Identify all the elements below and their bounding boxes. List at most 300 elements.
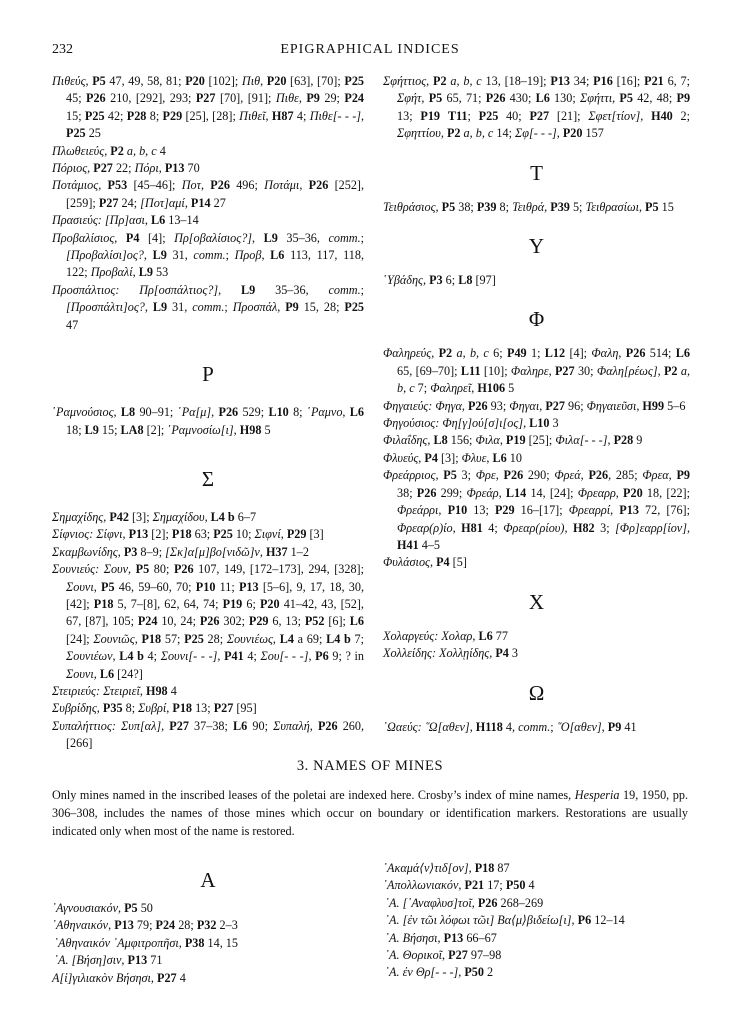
entry-text: a 69; [293, 631, 327, 646]
entry-text: , [144, 213, 151, 228]
inscription-ref: H41 [397, 537, 419, 552]
attested-form: Πιθε [275, 91, 299, 106]
inscription-ref: L6 [233, 718, 248, 733]
inscription-ref: P18 [474, 861, 495, 875]
attested-form: Σφήττι [579, 91, 613, 106]
entry-text: , [252, 230, 264, 245]
entry-headword: Σφήττιος, [383, 74, 434, 88]
entry-text: , [299, 178, 309, 193]
inscription-ref: P26 [588, 468, 609, 483]
entry-text: [16]; [612, 74, 645, 88]
inscription-ref: P25 [213, 527, 233, 542]
inscription-ref: P24 [137, 614, 158, 629]
inscription-ref: P26 [477, 895, 498, 910]
attested-form: [Προσπάλτι]ος? [66, 300, 145, 315]
inscription-ref: P20 [185, 74, 205, 88]
entry-text: , [495, 468, 504, 483]
entry-text: [4]; [139, 230, 175, 245]
inscription-ref: P9 [306, 91, 320, 106]
index-entry [52, 970, 364, 987]
entry-text: 8; [496, 199, 513, 214]
index-letter-heading: Τ [530, 160, 543, 185]
attested-form: Σίφνι [96, 527, 123, 542]
entry-text: 35–36, [277, 230, 329, 245]
section-intro [52, 786, 688, 840]
attested-form: comm. [192, 300, 225, 315]
attested-form: Φηγαι [509, 398, 540, 413]
entry-text: 79; [133, 918, 156, 933]
inscription-ref: P9 [285, 300, 299, 315]
entry-text: , [638, 199, 646, 214]
attested-form: Χολαρ [441, 628, 473, 643]
inscription-ref: P27 [529, 108, 550, 123]
entry-text: 63; [191, 527, 214, 542]
entry-text: Only mines named in the inscribed leases of the poletai are indexed here. Crosby’s index of mine names, [52, 788, 575, 802]
entry-text: 41 [621, 719, 637, 734]
entry-text: 2; [672, 108, 691, 123]
attested-form: Προβ [234, 248, 262, 263]
inscription-ref: L6 [478, 628, 493, 643]
entry-headword: Φλυεύς, [383, 450, 425, 465]
entry-text: 16–[17]; [514, 503, 569, 518]
attested-form: Φαληρε [510, 363, 549, 378]
attested-form: Hesperia [574, 788, 620, 802]
entry-text: , [272, 631, 280, 646]
entry-headword: Φρεάρριος, [383, 468, 444, 483]
entry-text: 8; [288, 405, 307, 420]
running-title: EPIGRAPHICAL INDICES [280, 42, 460, 57]
entry-text: 97–98 [467, 948, 502, 963]
index-entry [383, 272, 690, 289]
attested-form: Φρεαρ(ρ)ίο [397, 520, 453, 535]
inscription-ref: P28 [613, 433, 634, 448]
index-entry [52, 544, 364, 561]
entry-text: 13–14 [165, 213, 199, 228]
inscription-ref: P52 [304, 614, 325, 629]
entry-text: , [615, 485, 624, 500]
entry-text: 28; [175, 918, 197, 933]
inscription-ref: P42 [109, 509, 129, 524]
entry-headword: ῾Ραμνούσιος, [52, 405, 121, 420]
inscription-ref: L8 [433, 433, 448, 448]
inscription-ref: P4 [495, 646, 509, 661]
attested-form: Φρεά [554, 468, 581, 483]
entry-text: 157 [582, 126, 604, 141]
entry-headword: ᾿Α. ἐν Θρ[- - -], [385, 965, 465, 980]
inscription-ref: P25 [84, 108, 105, 123]
entry-text: ; [360, 230, 365, 245]
index-entry [52, 230, 364, 282]
attested-form: Σουνιέως [226, 631, 273, 646]
entry-text: 70 [184, 161, 200, 176]
entry-text: , [601, 719, 608, 734]
inscription-ref: P2 [663, 363, 678, 378]
inscription-ref: P27 [448, 948, 468, 963]
inscription-ref: P21 [464, 878, 485, 893]
entry-text: [2]; [143, 422, 168, 437]
entry-headword: ᾿Α. [᾿Αναφλυσ]τοῖ, [385, 895, 478, 910]
entry-text: 27 [210, 195, 226, 210]
entry-text: 47 [66, 317, 79, 332]
entry-text: 4; [293, 108, 310, 123]
entry-text: 71 [147, 953, 163, 968]
attested-form: Προσπάλ [232, 300, 278, 315]
inscription-ref: P20 [266, 74, 287, 88]
entry-text: 15, 28; [298, 300, 345, 315]
inscription-ref: P49 [507, 346, 527, 361]
mines-column-left [52, 868, 364, 987]
inscription-ref: L6 [675, 346, 691, 361]
entry-text: 25 [85, 126, 101, 141]
entry-text: , [128, 562, 136, 577]
inscription-ref: L6 [349, 405, 365, 420]
entry-text: , [112, 649, 120, 664]
entry-text: [21]; [549, 108, 589, 123]
entry-headword: Πρασιεύς: [52, 213, 105, 228]
inscription-ref: P27 [195, 91, 216, 106]
page-number: 232 [52, 42, 73, 57]
inscription-ref: H37 [265, 544, 288, 559]
entry-text: , [640, 108, 652, 123]
entry-text: , [612, 91, 620, 106]
attested-form: Φη[γ]ού[σ]ι[ος] [442, 416, 524, 431]
index-entry [383, 450, 690, 467]
inscription-ref: P27 [554, 363, 575, 378]
entry-text: , [218, 282, 242, 297]
entry-headword: ᾿Αγνουσιακόν, [52, 901, 125, 915]
entry-text: , [200, 178, 211, 193]
attested-form: Σουνι [66, 579, 94, 594]
entry-text: 8–9; [137, 544, 166, 559]
attested-form: comm. [518, 719, 551, 734]
inscription-ref: L9 [138, 265, 153, 280]
entry-text: , [93, 579, 102, 594]
inscription-ref: P2 [446, 126, 461, 141]
attested-form: [Πρ]ασι [104, 213, 145, 228]
entry-text: 93; [487, 398, 510, 413]
inscription-ref: P28 [126, 108, 147, 123]
index-entry [52, 700, 364, 717]
entry-text: 4; [143, 649, 161, 664]
inscription-ref: L6 [492, 450, 507, 465]
attested-form: ῾Ραμνο [306, 405, 343, 420]
entry-text: , [134, 631, 142, 646]
inscription-ref: H106 [477, 381, 506, 396]
attested-form: a, b, c [463, 126, 494, 141]
entry-text: 87 [494, 861, 510, 875]
attested-form: ῾Ρα[μ] [177, 405, 212, 420]
entry-text: 299; [436, 485, 467, 500]
entry-text: , [486, 450, 493, 465]
inscription-ref: H81 [461, 520, 483, 535]
index-subentry [383, 912, 690, 929]
entry-text: , [217, 649, 225, 664]
entry-text: , [498, 485, 506, 500]
entry-text: [3]; [437, 450, 462, 465]
entry-text: 31, [166, 248, 194, 263]
entry-text: 514; [645, 346, 676, 361]
entry-text: , [139, 683, 146, 698]
inscription-ref: P4 [125, 230, 140, 245]
entry-text: , [539, 398, 546, 413]
inscription-ref: L9 [241, 282, 256, 297]
entry-headword: Σημαχίδης, [52, 509, 110, 524]
inscription-ref: L11 [460, 363, 481, 378]
entry-text: 42; [104, 108, 127, 123]
entry-headword: Πλωθειεύς, [52, 143, 111, 158]
attested-form: [Φρ]εαρρ[ίον] [615, 520, 687, 535]
inscription-ref: P53 [107, 178, 128, 193]
entry-text: 4; [243, 649, 261, 664]
entry-text: , [421, 91, 429, 106]
attested-form: Σφ[- - -] [515, 126, 557, 141]
entry-text: [3]; [128, 509, 153, 524]
inscription-ref: L6 [99, 666, 115, 681]
inscription-ref: P18 [171, 527, 192, 542]
inscription-ref: L8 [120, 405, 136, 420]
inscription-ref: P25 [478, 108, 499, 123]
inscription-ref: L6 [535, 91, 550, 106]
entry-text: [102]; [204, 74, 242, 88]
inscription-ref: P21 [644, 74, 664, 88]
entry-text: 66–67 [463, 930, 497, 945]
entry-text: ; [225, 248, 235, 263]
attested-form: Τειθρασίωι [585, 199, 639, 214]
inscription-ref: P26 [210, 178, 230, 193]
inscription-ref: P13 [550, 74, 570, 88]
inscription-ref: P29 [286, 527, 307, 542]
inscription-ref: P32 [196, 918, 217, 933]
entry-headword: Φαληρεύς, [383, 346, 439, 361]
entry-text: 130; [549, 91, 580, 106]
entry-text: 302; [219, 614, 249, 629]
entry-text: [10]; [480, 363, 511, 378]
entry-text: , [618, 346, 626, 361]
inscription-ref: P20 [623, 485, 643, 500]
entry-text: [3] [306, 527, 324, 542]
entry-text: 14, 15 [204, 935, 238, 950]
inscription-ref: P19 [222, 596, 243, 611]
entry-text: 13; [192, 701, 214, 716]
entry-text: , [161, 718, 170, 733]
entry-text: , [93, 666, 100, 681]
inscription-ref: P10 [195, 579, 216, 594]
entry-text: , [668, 468, 677, 483]
entry-text: , [564, 520, 573, 535]
attested-form: Φρεαρρί [568, 503, 611, 518]
attested-form: Πρ[οβαλίσιος?] [174, 230, 253, 245]
attested-form: [Ποτ]αμί [140, 195, 185, 210]
entry-text: 29; [319, 91, 345, 106]
entry-text: 19, 1950, pp. 306–308, includes the names of those mines which occur on boundary or identification markers. Restorations are usually indicated only when most of the name is restored. [52, 788, 689, 838]
index-entry [383, 398, 690, 415]
inscription-ref: P26 [416, 485, 437, 500]
entry-headword: Σουνιεύς: [52, 562, 104, 577]
entry-text: 18, [22]; [642, 485, 691, 500]
entry-text: 72, [76]; [638, 503, 691, 518]
attested-form: comm. [328, 230, 361, 245]
inscription-ref: LA8 [120, 422, 144, 437]
inscription-ref: L10 [529, 416, 550, 431]
entry-text: ; [467, 108, 479, 123]
entry-text: , [607, 433, 614, 448]
attested-form: Σου[- - -] [260, 649, 309, 664]
entry-text: 7; [414, 381, 431, 396]
entry-text: 210, [292], 293; [105, 91, 196, 106]
entry-text: 5 [261, 422, 271, 437]
entry-text: 65, 71; [442, 91, 486, 106]
inscription-ref: P26 [467, 398, 488, 413]
attested-form: Σουνιέων [66, 649, 113, 664]
inscription-ref: L8 [458, 273, 473, 288]
entry-text: , [544, 199, 551, 214]
attested-form: Τειθρά [512, 199, 545, 214]
entry-text: , [158, 161, 165, 176]
entry-headword: ᾿Απολλωνιακόν, [383, 878, 465, 893]
entry-text: ; [550, 719, 557, 734]
index-entry [383, 345, 690, 397]
entry-text: 2 [484, 965, 494, 980]
entry-text: , [610, 503, 620, 518]
index-entry [52, 900, 364, 917]
attested-form: Φρεάρ [466, 485, 499, 500]
entry-text: 290; [523, 468, 555, 483]
inscription-ref: P19 [505, 433, 526, 448]
entry-text: 5 [505, 381, 515, 396]
entry-text: 14, [24]; [526, 485, 578, 500]
entry-text: , [556, 126, 563, 141]
entry-text: ; [360, 282, 365, 297]
inscription-ref: P50 [464, 965, 484, 980]
attested-form: comm. [328, 282, 361, 297]
entry-text: 6; [488, 346, 507, 361]
entry-text: 8; [146, 108, 163, 123]
inscription-ref: P25 [344, 74, 365, 88]
entry-text: 3 [549, 416, 559, 431]
inscription-ref: L14 [505, 485, 527, 500]
entry-text: 57; [161, 631, 185, 646]
entry-text: 4–5 [418, 537, 440, 552]
entry-headword: Φυλάσιος, [383, 555, 437, 570]
inscription-ref: P2 [110, 143, 124, 158]
inscription-ref: P26 [218, 405, 239, 420]
entry-text: 90–91; [135, 405, 178, 420]
entry-text: 4 [167, 683, 177, 698]
index-entry [52, 212, 364, 229]
inscription-ref: P27 [157, 970, 177, 985]
attested-form: a, b, c [456, 346, 489, 361]
inscription-ref: L9 [152, 300, 168, 315]
attested-form: Φρεαρ(ρίου) [503, 520, 565, 535]
entry-text: , [499, 433, 506, 448]
inscription-ref: P2 [438, 346, 453, 361]
inscription-ref: H82 [572, 520, 595, 535]
index-entry [383, 554, 690, 571]
inscription-ref: P9 [676, 91, 691, 106]
attested-form: Φρεα [642, 468, 669, 483]
entry-text: , [489, 646, 496, 661]
inscription-ref: P5 [135, 562, 150, 577]
index-entry [383, 628, 690, 645]
entry-headword: Φηγαιεύς: [383, 398, 436, 413]
inscription-ref: L9 [152, 248, 167, 263]
index-letter-heading: Υ [528, 234, 545, 259]
inscription-ref: P27 [93, 161, 113, 176]
entry-text: 4; [482, 520, 504, 535]
index-entry [383, 415, 690, 432]
inscription-ref: P5 [645, 199, 659, 214]
index-entry [383, 467, 690, 554]
entry-text: , [144, 300, 153, 315]
inscription-ref: P29 [162, 108, 183, 123]
entry-text: 4, [502, 719, 519, 734]
entry-text: 3 [508, 646, 519, 661]
entry-text: 3; [594, 520, 616, 535]
attested-form: a, b, c [397, 363, 690, 396]
entry-text: [2]; [148, 527, 172, 542]
index-entry [52, 718, 364, 753]
inscription-ref: P26 [199, 614, 220, 629]
inscription-ref: P38 [184, 935, 205, 950]
inscription-ref: T11 [447, 108, 468, 123]
inscription-ref: P13 [114, 918, 134, 933]
entry-text: , [132, 265, 139, 280]
inscription-ref: L6 [270, 248, 285, 263]
entry-text: , [280, 527, 287, 542]
entry-text: [45–46]; [127, 178, 182, 193]
attested-form: Πρ[οσπάλτιος?] [139, 282, 219, 297]
mines-column-right [383, 860, 690, 982]
inscription-ref: P13 [164, 161, 185, 176]
attested-form: Σημαχίδου [152, 509, 205, 524]
attested-form: Σφήτ [397, 91, 422, 106]
attested-form: Φρε [475, 468, 496, 483]
inscription-ref: H98 [239, 422, 262, 437]
entry-headword: Φηγούσιος: [383, 416, 443, 431]
attested-form: a, b, c [450, 74, 482, 88]
entry-text: 42, 48; [632, 91, 677, 106]
entry-text: , [361, 108, 365, 123]
entry-text: 31, [167, 300, 193, 315]
entry-text: 10, 24; [157, 614, 200, 629]
entry-text: [5] [449, 555, 467, 570]
attested-form: Φηγα [435, 398, 462, 413]
inscription-ref: P24 [155, 918, 176, 933]
entry-text: ; [224, 300, 233, 315]
entry-text: 1–2 [287, 544, 309, 559]
inscription-ref: P27 [98, 195, 119, 210]
entry-text: 17; [484, 878, 506, 893]
inscription-ref: P26 [503, 468, 524, 483]
entry-headword: Προσπάλτιος: [52, 282, 140, 297]
attested-form: Φιλα [475, 433, 500, 448]
inscription-ref: P41 [224, 649, 244, 664]
entry-text: [95] [233, 701, 257, 716]
entry-text: , [260, 74, 267, 88]
entry-text: , [636, 398, 643, 413]
index-entry [383, 719, 690, 736]
entry-headword: Συβρίδης, [52, 701, 103, 716]
entry-text: 4 [176, 970, 186, 985]
inscription-ref: L6 [150, 213, 166, 228]
entry-text: 50 [137, 901, 153, 915]
index-letter-heading: Χ [528, 589, 545, 614]
index-entry [383, 877, 690, 894]
attested-form: Προβαλί [90, 265, 133, 280]
attested-form: a, b, c [126, 143, 157, 158]
attested-form: [Σκ]α[μ]βο[νιδῶ]ν [165, 544, 260, 559]
entry-text: 260, [266] [66, 718, 365, 751]
